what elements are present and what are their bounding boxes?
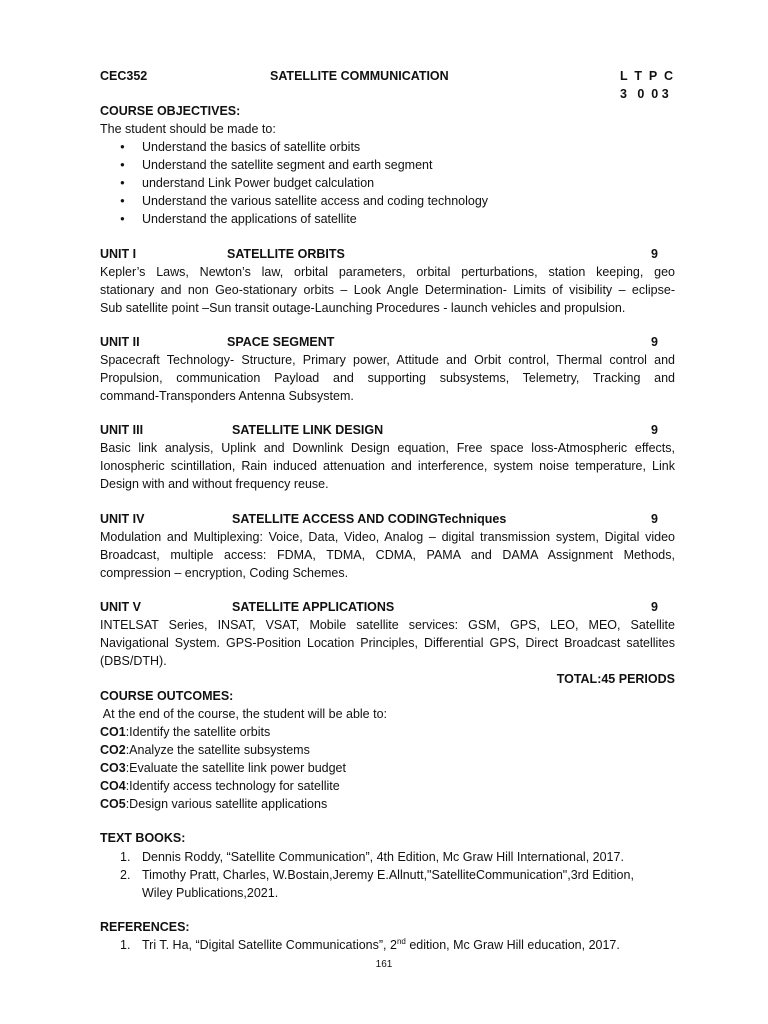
unit-heading bbox=[100, 510, 675, 528]
unit-heading bbox=[100, 333, 675, 351]
outcome-item bbox=[100, 795, 327, 813]
unit-line: compression – encryption, Coding Schemes. bbox=[100, 566, 349, 580]
unit-label: UNIT V bbox=[100, 600, 141, 614]
outcomes-intro: At the end of the course, the student will be able to: bbox=[100, 707, 387, 721]
unit-line: (DBS/DTH). bbox=[100, 654, 167, 668]
textbook-text: Wiley Publications,2021. bbox=[142, 886, 279, 900]
unit-line: Basic link analysis, Uplink and Downlink Design equation, Free space loss-Atmospheric effects, bbox=[100, 441, 675, 455]
reference-text-after: edition, Mc Graw Hill education, 2017. bbox=[405, 938, 620, 952]
unit-heading bbox=[100, 598, 675, 616]
objectives-list bbox=[120, 138, 488, 228]
objective-item: ● understand Link Power budget calculation bbox=[120, 174, 488, 192]
reference-item bbox=[120, 936, 675, 954]
outcome-text: :Identify the satellite orbits bbox=[125, 725, 271, 739]
textbook-item bbox=[120, 848, 675, 866]
unit-content bbox=[100, 528, 675, 582]
outcome-text: :Analyze the satellite subsystems bbox=[125, 743, 310, 757]
unit-label: UNIT II bbox=[100, 335, 140, 349]
outcomes-heading: COURSE OUTCOMES: bbox=[100, 689, 234, 703]
unit-line: Propulsion, communication Payload and supporting subsystems, Telemetry, Tracking and bbox=[100, 371, 675, 385]
unit-line: stationary and non Geo-stationary orbits – Look Angle Determination- Limits of visibility – eclipse- bbox=[100, 283, 675, 297]
objective-item: ● Understand the satellite segment and earth segment bbox=[120, 156, 488, 174]
unit-content bbox=[100, 439, 675, 493]
unit-heading bbox=[100, 245, 675, 263]
unit-line: command-Transponders Antenna Subsystem. bbox=[100, 389, 354, 403]
course-code: CEC352 bbox=[100, 69, 148, 83]
objective-item: ● Understand the basics of satellite orbits bbox=[120, 138, 488, 156]
unit-line: Modulation and Multiplexing: Voice, Data, Video, Analog – digital transmission system, Digital video bbox=[100, 530, 675, 544]
unit-label: UNIT III bbox=[100, 423, 144, 437]
textbook-number: 2. bbox=[120, 868, 131, 882]
outcome-code: CO3 bbox=[100, 761, 126, 775]
reference-superscript: nd bbox=[396, 937, 406, 946]
unit-content bbox=[100, 616, 675, 670]
outcome-item bbox=[100, 777, 340, 795]
outcome-item bbox=[100, 723, 270, 741]
textbook-text: Dennis Roddy, “Satellite Communication”, 4th Edition, Mc Graw Hill International, 2017. bbox=[142, 850, 624, 864]
outcome-code: CO2 bbox=[100, 743, 126, 757]
unit-title: SATELLITE APPLICATIONS bbox=[232, 600, 395, 614]
unit-content bbox=[100, 263, 675, 317]
objective-item: ● Understand the various satellite access and coding technology bbox=[120, 192, 488, 210]
reference-number: 1. bbox=[120, 938, 131, 952]
ltpc-label: L T P C bbox=[620, 69, 674, 83]
unit-line: Broadcast, multiple access: FDMA, TDMA, CDMA, PAMA and DAMA Assignment Methods, bbox=[100, 548, 675, 562]
unit-hours: 9 bbox=[651, 423, 658, 437]
unit-hours: 9 bbox=[651, 512, 658, 526]
outcome-code: CO5 bbox=[100, 797, 126, 811]
reference-text bbox=[142, 936, 620, 954]
objectives-intro: The student should be made to: bbox=[100, 122, 276, 136]
page-number: 161 bbox=[375, 959, 393, 970]
outcome-item bbox=[100, 741, 310, 759]
unit-title: SATELLITE LINK DESIGN bbox=[232, 423, 384, 437]
reference-text-before: Tri T. Ha, “Digital Satellite Communications”, 2 bbox=[142, 938, 397, 952]
outcome-text: :Design various satellite applications bbox=[125, 797, 328, 811]
objective-item: ● Understand the applications of satellite bbox=[120, 210, 488, 228]
unit-line: Sub satellite point –Sun transit outage-Launching Procedures - launch vehicles and propulsion. bbox=[100, 301, 626, 315]
unit-title-suffix: Techniques bbox=[437, 512, 507, 526]
textbook-number: 1. bbox=[120, 850, 131, 864]
unit-title: SPACE SEGMENT bbox=[227, 335, 335, 349]
unit-line: Design with and without frequency reuse. bbox=[100, 477, 329, 491]
outcome-item bbox=[100, 759, 346, 777]
objectives-heading: COURSE OBJECTIVES: bbox=[100, 104, 241, 118]
unit-line: Spacecraft Technology- Structure, Primary power, Attitude and Orbit control, Thermal control and bbox=[100, 353, 675, 367]
total-periods: TOTAL:45 PERIODS bbox=[556, 672, 675, 686]
outcome-text: :Evaluate the satellite link power budget bbox=[125, 761, 346, 775]
outcome-code: CO1 bbox=[100, 725, 126, 739]
outcome-code: CO4 bbox=[100, 779, 126, 793]
textbook-item bbox=[120, 866, 675, 902]
unit-label: UNIT I bbox=[100, 247, 137, 261]
unit-line: Kepler’s Laws, Newton’s law, orbital parameters, orbital perturbations, station keeping, geo bbox=[100, 265, 675, 279]
ltpc-values: 3 0 0 3 bbox=[620, 87, 669, 101]
unit-hours: 9 bbox=[651, 600, 658, 614]
unit-heading bbox=[100, 421, 675, 439]
unit-hours: 9 bbox=[651, 247, 658, 261]
textbook-text: Timothy Pratt, Charles, W.Bostain,Jeremy E.Allnutt,"SatelliteCommunication",3rd Edition, bbox=[142, 868, 634, 882]
textbooks-heading: TEXT BOOKS: bbox=[100, 831, 186, 845]
unit-line: INTELSAT Series, INSAT, VSAT, Mobile satellite services: GSM, GPS, LEO, MEO, Satellite bbox=[100, 618, 675, 632]
unit-hours: 9 bbox=[651, 335, 658, 349]
course-title: SATELLITE COMMUNICATION bbox=[270, 69, 449, 83]
unit-title: SATELLITE ORBITS bbox=[227, 247, 345, 261]
unit-content bbox=[100, 351, 675, 405]
unit-label: UNIT IV bbox=[100, 512, 145, 526]
outcome-text: :Identify access technology for satellite bbox=[125, 779, 340, 793]
unit-title bbox=[232, 510, 506, 528]
unit-line: Navigational System. GPS-Position Location Principles, Differential GPS, Direct Broadcast satellites bbox=[100, 636, 675, 650]
unit-title-main: SATELLITE ACCESS AND CODING bbox=[232, 512, 438, 526]
references-heading: REFERENCES: bbox=[100, 920, 190, 934]
unit-line: Ionospheric scintillation, Rain induced attenuation and interference, system noise temperature, Link bbox=[100, 459, 675, 473]
